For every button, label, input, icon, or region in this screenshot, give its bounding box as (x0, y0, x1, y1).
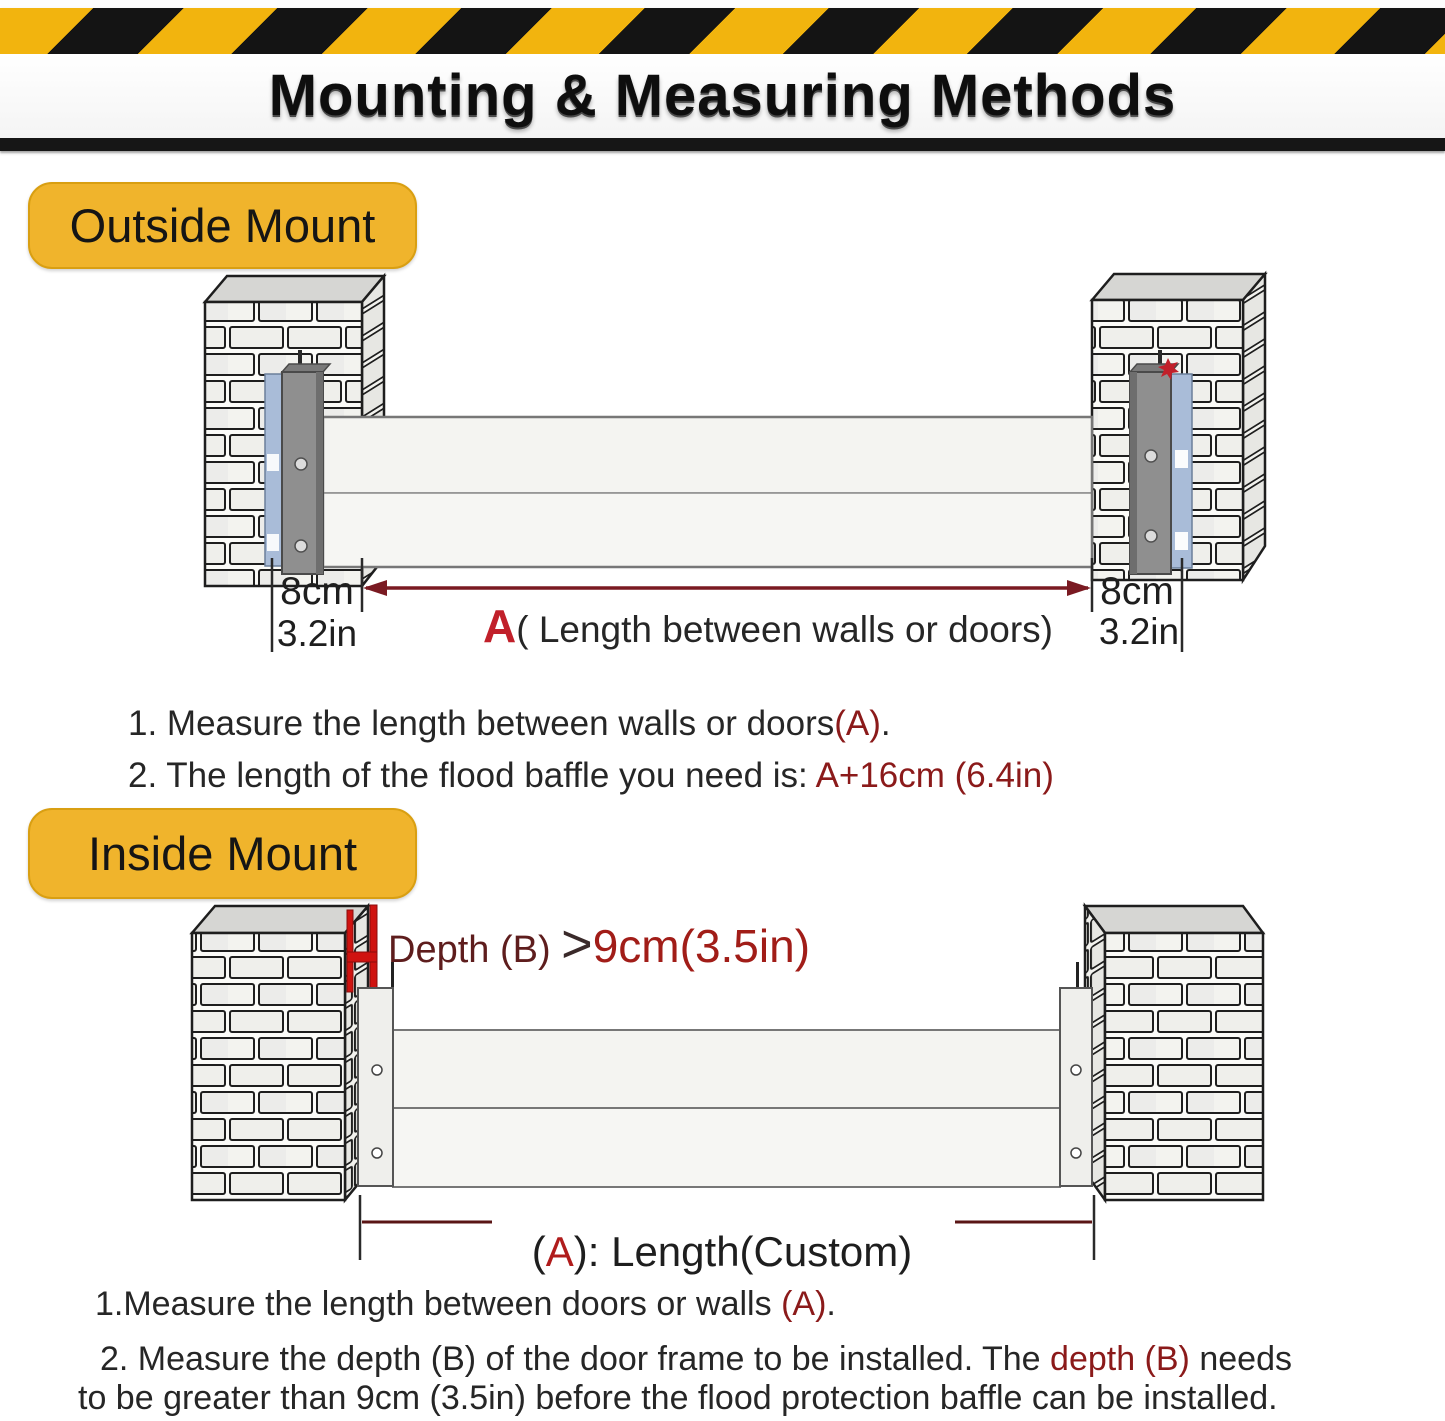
outside-mount-label (28, 182, 417, 269)
dim-left-cm: 8cm (280, 570, 354, 613)
header-banner (0, 0, 1445, 156)
greater-than-symbol: > (561, 914, 593, 974)
header-divider-bar (0, 138, 1445, 151)
flood-barrier-panels (323, 417, 1092, 567)
seal-strip-right (1171, 374, 1192, 568)
length-caption: ): Length(Custom) (573, 1228, 913, 1275)
inside-mount-label-text: Inside Mount (87, 827, 358, 880)
dim-right-cm: 8cm (1100, 570, 1174, 613)
text-segment: . (880, 704, 891, 743)
text-segment: . (826, 1285, 836, 1323)
depth-annotation (388, 914, 810, 974)
text-segment: to be greater than 9cm (3.5in) before the flood protection baffle can be installed. (78, 1379, 1278, 1417)
text-segment: 2. Measure the depth (B) of the door frame to be installed. The (100, 1340, 1051, 1378)
title-band (0, 54, 1445, 138)
outside-mount-label-text: Outside Mount (69, 199, 376, 252)
inside-instruction-2 (100, 1342, 1292, 1376)
page-title: Mounting & Measuring Methods (268, 63, 1177, 128)
mounting-bracket-left (358, 962, 394, 1186)
outside-instruction-1 (128, 706, 891, 741)
flood-barrier-panels (393, 1030, 1060, 1187)
mounting-bracket-left (282, 350, 330, 574)
text-segment: needs (1189, 1340, 1292, 1378)
accent-segment: A+16cm (6.4in) (815, 756, 1054, 795)
text-segment: 2. The length of the flood baffle you need is: (128, 756, 816, 795)
depth-value: 9cm(3.5in) (592, 920, 811, 972)
dim-A-label (483, 600, 1053, 652)
accent-segment: (A) (781, 1285, 827, 1323)
accent-segment: (A) (834, 704, 881, 743)
seal-strip-left (265, 374, 282, 566)
dim-right-in: 3.2in (1098, 611, 1180, 652)
inside-instruction-1 (95, 1287, 836, 1321)
mounting-bracket-right (1060, 962, 1092, 1186)
inside-mount-label (28, 808, 417, 899)
length-custom-label (532, 1228, 912, 1275)
inside-right-pillar (1085, 906, 1263, 1200)
length-A-letter: A (545, 1228, 574, 1275)
text-segment: 1. Measure the length between walls or doors (128, 704, 835, 743)
inside-left-pillar (192, 906, 368, 1200)
paren-open: ( (531, 1228, 546, 1275)
dim-A-letter: A (482, 600, 517, 652)
text-segment: 1.Measure the length between doors or walls (95, 1285, 782, 1323)
depth-prefix: Depth (B) (388, 929, 562, 971)
mounting-bracket-right (1130, 350, 1179, 574)
hazard-stripe-tape (0, 8, 1445, 54)
dim-left-in: 3.2in (276, 613, 358, 654)
outside-mount-diagram (170, 270, 1290, 670)
outside-instruction-2 (128, 758, 1054, 793)
accent-segment: depth (B) (1050, 1340, 1190, 1378)
dimension-arrow-A (363, 580, 1091, 596)
inside-instruction-2-continued (78, 1381, 1278, 1415)
dim-A-caption: ( Length between walls or doors) (516, 609, 1054, 650)
